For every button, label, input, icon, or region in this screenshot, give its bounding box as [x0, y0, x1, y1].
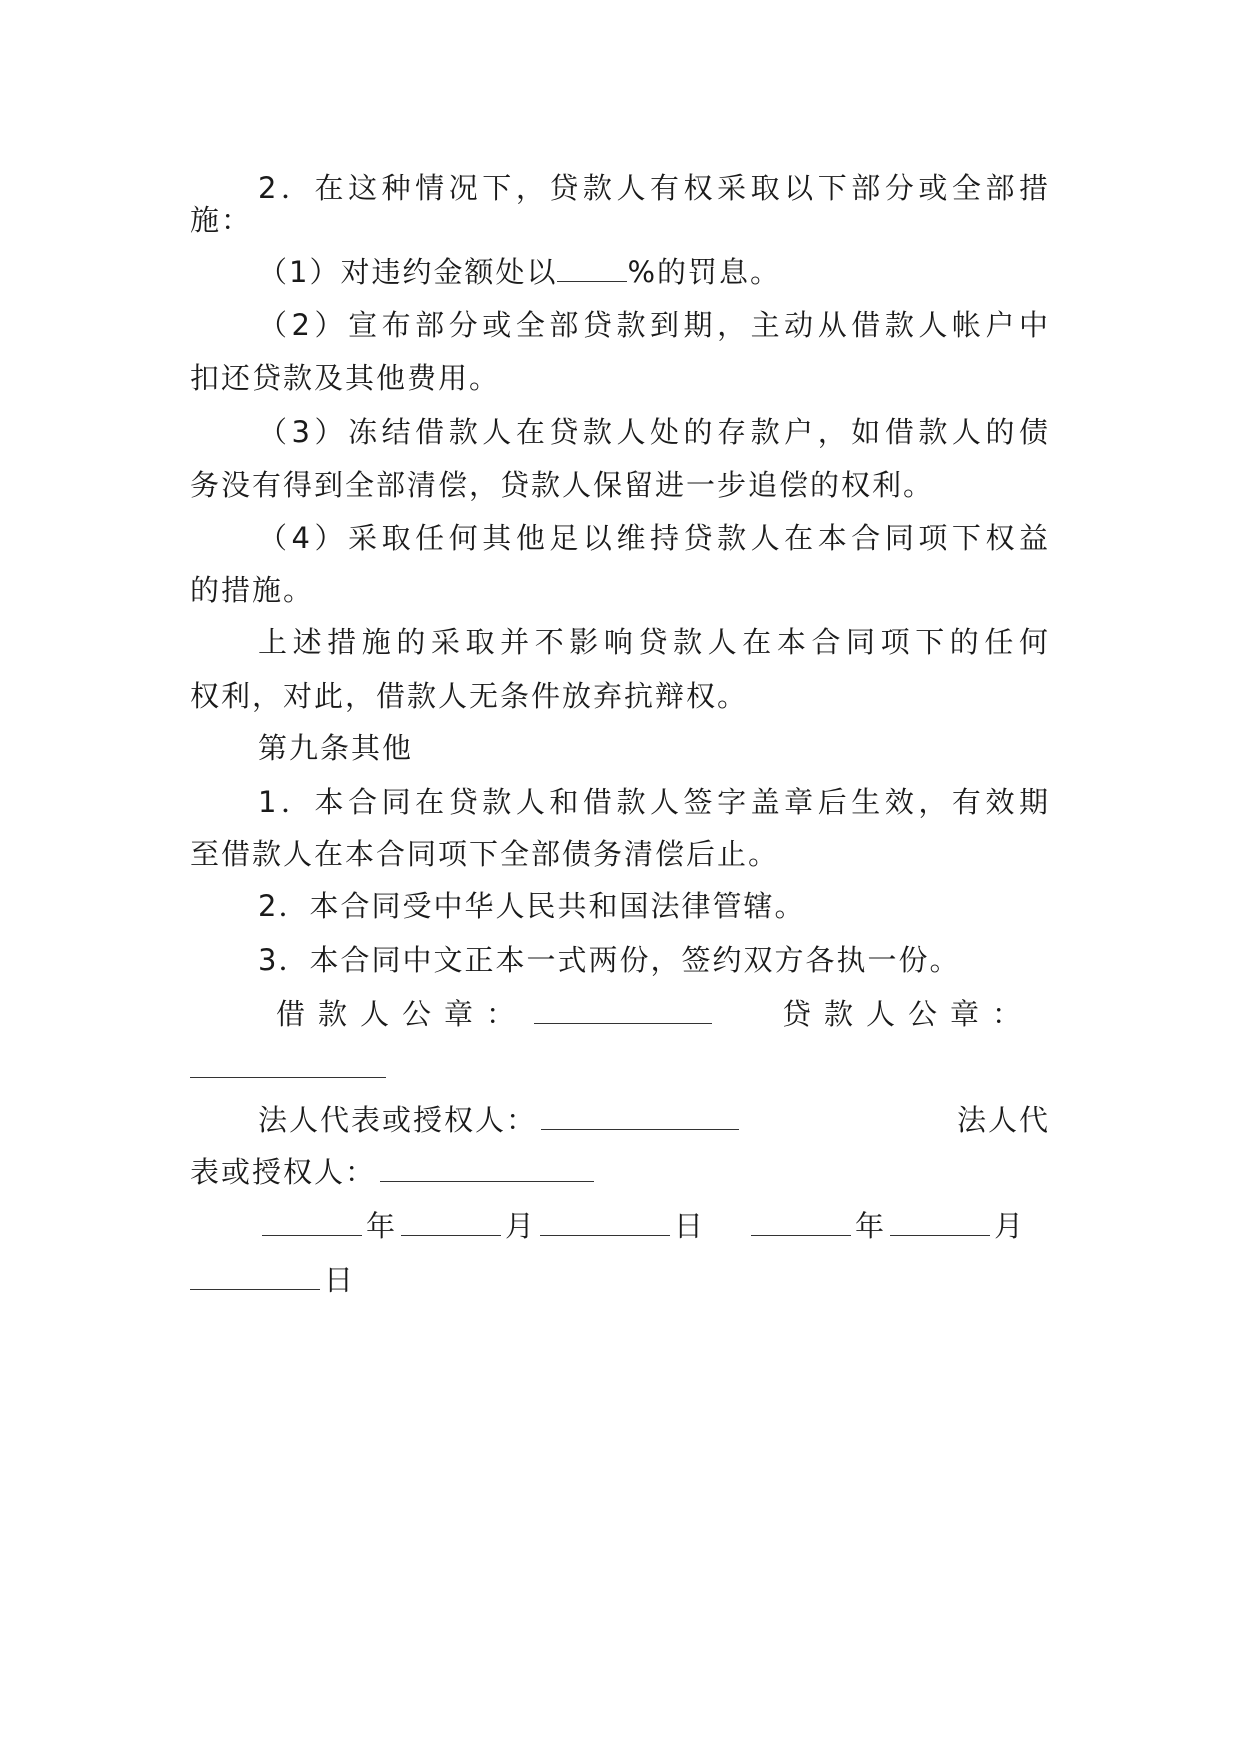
borrower-seal-label: 借款人公章：: [276, 997, 529, 1031]
lender-seal-blank[interactable]: [190, 1049, 386, 1078]
para-line: 的措施。: [190, 573, 315, 607]
day-label: 日: [324, 1263, 356, 1297]
para-line: 扣还贷款及其他费用。: [190, 361, 501, 395]
borrower-day-blank[interactable]: [540, 1207, 670, 1236]
para-line: （4）采取任何其他足以维持贷款人在本合同项下权益: [258, 521, 1050, 555]
rep-row: [258, 1100, 1050, 1140]
penalty-rate-blank[interactable]: [557, 253, 627, 282]
lender-rep-label-a: 法人代: [956, 1103, 1050, 1137]
year-label: 年: [855, 1209, 887, 1243]
lender-day-blank[interactable]: [190, 1261, 320, 1290]
date-continued: [190, 1260, 1050, 1300]
lender-year-blank[interactable]: [751, 1207, 851, 1236]
lender-seal-label: 贷款人公章：: [782, 997, 1035, 1031]
lender-month-blank[interactable]: [890, 1207, 990, 1236]
para-line: 2．本合同受中华人民共和国法律管辖。: [258, 889, 806, 923]
para-line: （3）冻结借款人在贷款人处的存款户，如借款人的债: [258, 415, 1050, 449]
borrower-rep-label: 法人代表或授权人：: [258, 1103, 538, 1137]
penalty-text-b: %的罚息。: [627, 255, 782, 289]
month-label: 月: [505, 1209, 537, 1243]
borrower-seal-blank[interactable]: [534, 995, 712, 1024]
date-row: [262, 1206, 1052, 1246]
section-heading: 第九条其他: [258, 731, 414, 765]
borrower-rep-blank[interactable]: [541, 1101, 739, 1130]
para-line: 3．本合同中文正本一式两份，签约双方各执一份。: [258, 943, 961, 977]
para-line: 施：: [190, 203, 253, 237]
para-line: 上述措施的采取并不影响贷款人在本合同项下的任何: [258, 625, 1050, 659]
lender-rep-label-b: 表或授权人：: [190, 1155, 377, 1189]
para-line-penalty: [190, 252, 1050, 292]
para-line: 权利，对此，借款人无条件放弃抗辩权。: [190, 679, 749, 713]
seal-continued: [190, 1048, 1050, 1088]
para-line: 务没有得到全部清偿，贷款人保留进一步追偿的权利。: [190, 468, 935, 502]
rep-continued: [190, 1152, 1050, 1192]
para-line: 2．在这种情况下，贷款人有权采取以下部分或全部措: [258, 171, 1050, 205]
year-label: 年: [366, 1209, 398, 1243]
para-line: 至借款人在本合同项下全部债务清偿后止。: [190, 837, 780, 871]
borrower-month-blank[interactable]: [401, 1207, 501, 1236]
day-label: 日: [674, 1209, 706, 1243]
borrower-year-blank[interactable]: [262, 1207, 362, 1236]
para-line: 1．本合同在贷款人和借款人签字盖章后生效，有效期: [258, 785, 1050, 819]
penalty-text-a: （1）对违约金额处以: [258, 255, 558, 289]
seal-row: [276, 994, 1056, 1034]
lender-rep-blank[interactable]: [380, 1153, 594, 1182]
month-label: 月: [994, 1209, 1026, 1243]
para-line: （2）宣布部分或全部贷款到期，主动从借款人帐户中: [258, 308, 1050, 342]
